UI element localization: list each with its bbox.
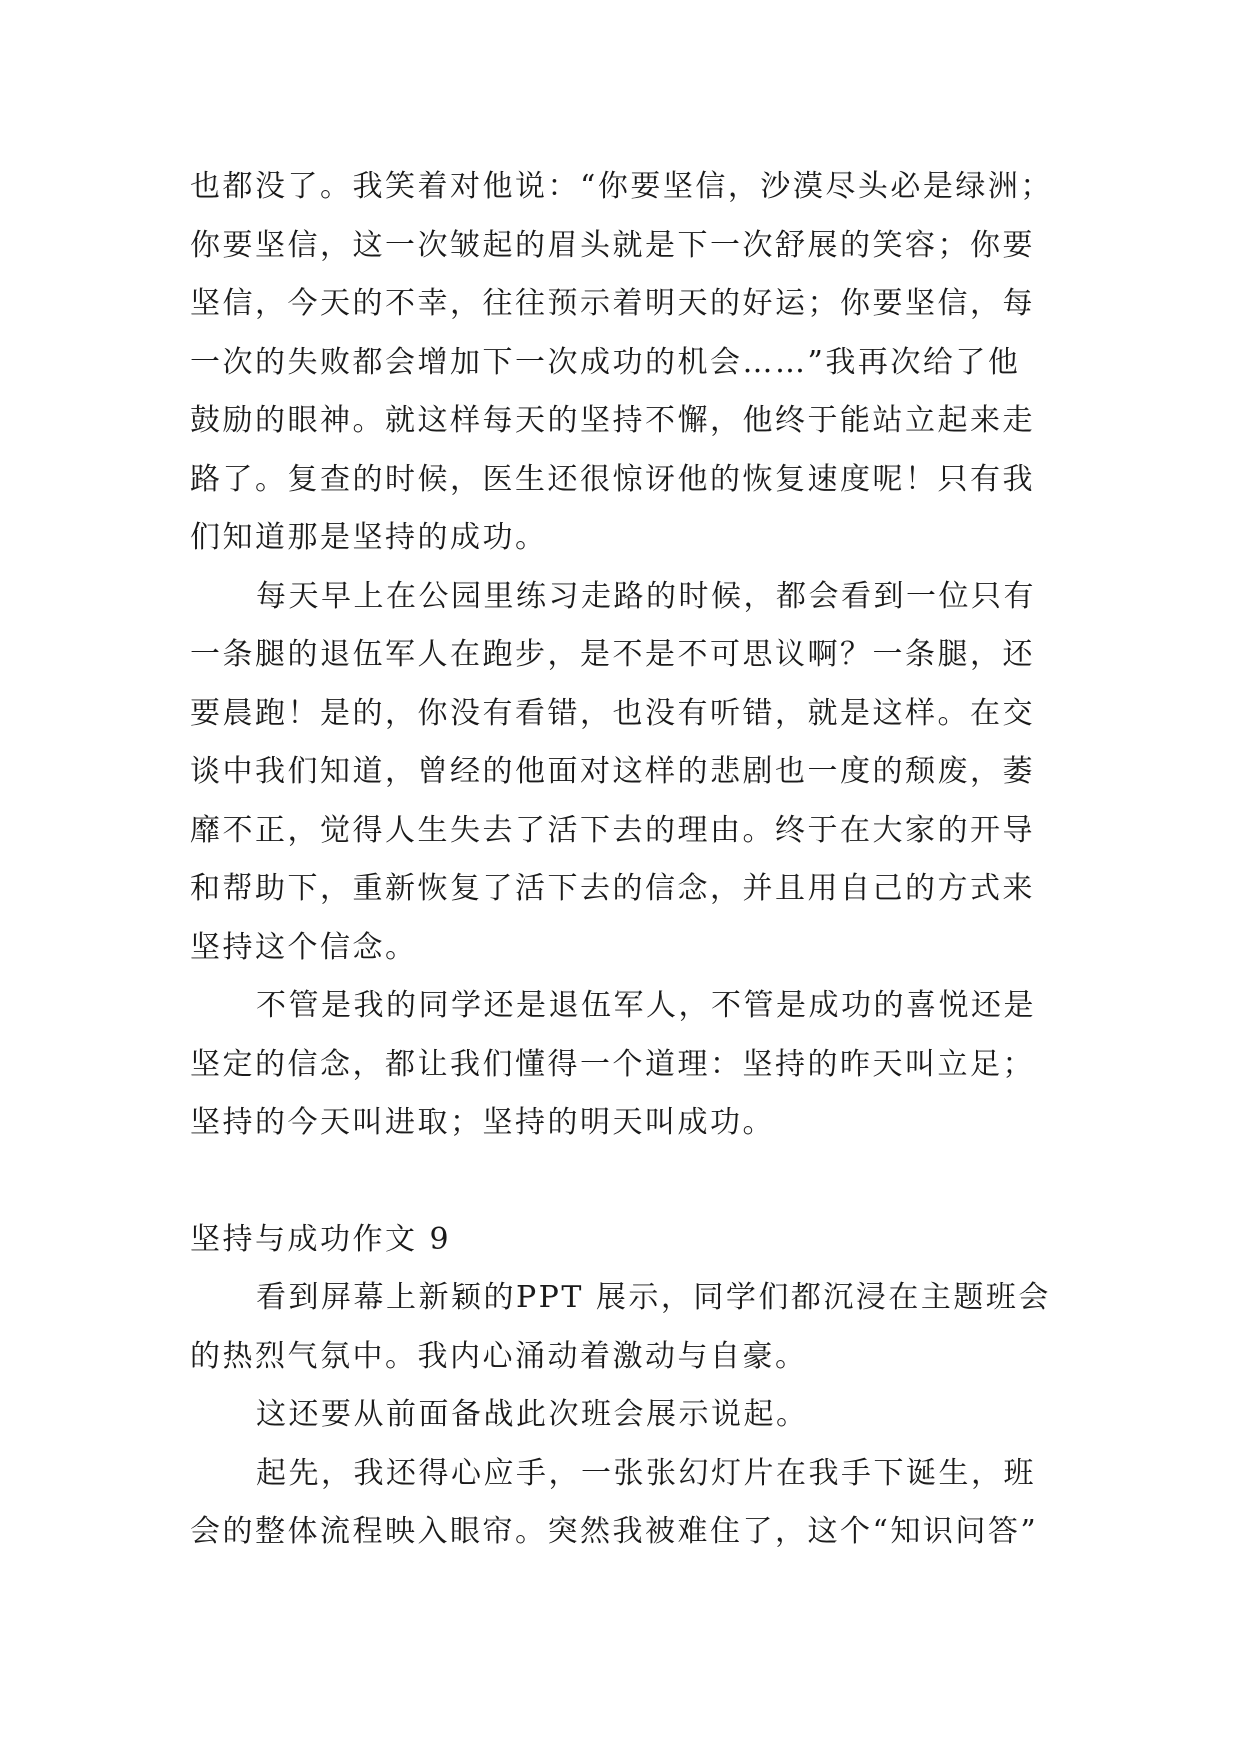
text-line: 的热烈气氛中。我内心涌动着激动与自豪。 [190, 1338, 808, 1374]
text-line: 坚持这个信念。 [190, 929, 418, 965]
text-line: 们知道那是坚持的成功。 [190, 520, 548, 555]
paragraph [190, 1445, 1056, 1562]
document-body [190, 158, 1056, 1562]
section-heading [190, 1211, 1056, 1270]
text-line: 和帮助下，重新恢复了活下去的信念，并且用自己的方式来 [190, 871, 1035, 906]
text-line: 靡不正，觉得人生失去了活下去的理由。终于在大家的开导 [190, 812, 1035, 848]
heading-text: 坚持与成功作文 9 [190, 1221, 452, 1257]
text-line: 看到屏幕上新颖的PPT 展示，同学们都沉浸在主题班会 [256, 1280, 1051, 1315]
text-line: 路了。复查的时候，医生还很惊讶他的恢复速度呢！只有我 [190, 461, 1035, 497]
paragraph [190, 1269, 1056, 1386]
text-line: 会的整体流程映入眼帘。突然我被难住了，这个“知识问答” [190, 1514, 1039, 1549]
paragraph [190, 568, 1056, 978]
text-line: 你要坚信，这一次皱起的眉头就是下一次舒展的笑容；你要 [190, 227, 1035, 263]
paragraph [190, 977, 1056, 1153]
section-gap [190, 1153, 1056, 1211]
text-line: 要晨跑！是的，你没有看错，也没有听错，就是这样。在交 [190, 695, 1035, 731]
text-line: 谈中我们知道，曾经的他面对这样的悲剧也一度的颓废，萎 [190, 754, 1035, 789]
text-line: 一条腿的退伍军人在跑步，是不是不可思议啊？一条腿，还 [190, 637, 1035, 672]
text-line: 坚持的今天叫进取；坚持的明天叫成功。 [190, 1105, 775, 1140]
text-line: 不管是我的同学还是退伍军人，不管是成功的喜悦还是 [256, 988, 1036, 1023]
text-line: 鼓励的眼神。就这样每天的坚持不懈，他终于能站立起来走 [190, 403, 1035, 438]
text-line: 坚信，今天的不幸，往往预示着明天的好运；你要坚信，每 [190, 286, 1035, 321]
paragraph [190, 158, 1056, 568]
text-line: 每天早上在公园里练习走路的时候，都会看到一位只有 [256, 578, 1036, 614]
text-line: 起先，我还得心应手，一张张幻灯片在我手下诞生，班 [256, 1455, 1036, 1491]
text-line: 坚定的信念，都让我们懂得一个道理：坚持的昨天叫立足； [190, 1046, 1035, 1082]
text-line: 一次的失败都会增加下一次成功的机会……”我再次给了他 [190, 344, 1021, 380]
paragraph [190, 1386, 1056, 1445]
text-line: 也都没了。我笑着对他说：“你要坚信，沙漠尽头必是绿洲； [190, 169, 1053, 204]
text-line: 这还要从前面备战此次班会展示说起。 [256, 1397, 809, 1432]
